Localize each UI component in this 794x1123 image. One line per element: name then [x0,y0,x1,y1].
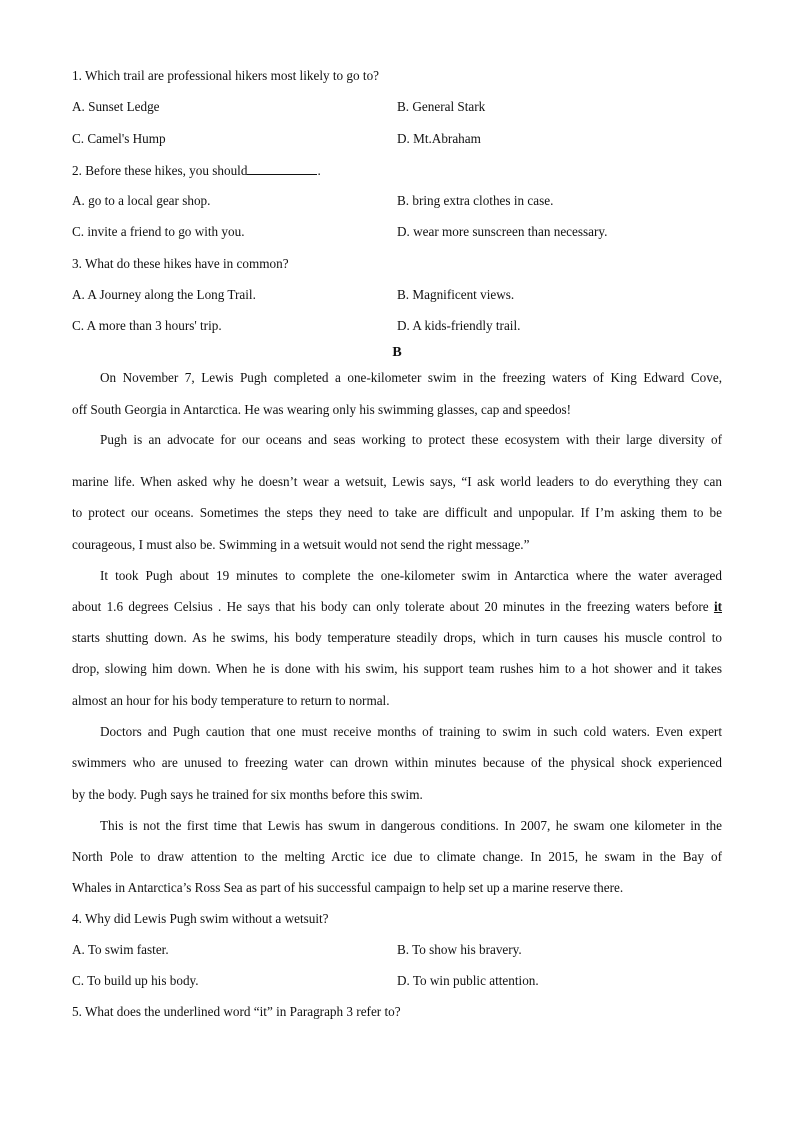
p3-line-2 [72,599,722,615]
q4-option-d: D. To win public attention. [397,973,539,988]
q4-option-b: B. To show his bravery. [397,942,522,957]
q2-option-c: C. invite a friend to go with you. [72,224,245,239]
p5-line-1: This is not the first time that Lewis has swum in dangerous conditions. In 2007, he swam one kilometer in the [100,818,722,833]
q2-stem-end: . [317,163,321,178]
p3-line-4: drop, slowing him down. When he is done with his swim, his support team rushes him to a hot shower and it takes [72,661,722,676]
p1-line-1: On November 7, Lewis Pugh completed a one-kilometer swim in the freezing waters of King Edward Cove, [100,370,722,385]
question-3-stem: 3. What do these hikes have in common? [72,256,289,271]
p5-line-2: North Pole to draw attention to the melting Arctic ice due to climate change. In 2015, he swam in the Bay of [72,849,722,864]
p3-line-1: It took Pugh about 19 minutes to complete the one-kilometer swim in Antarctica where the water averaged [100,568,722,583]
q3-option-a: A. A Journey along the Long Trail. [72,287,256,302]
answer-blank [247,162,317,175]
q1-option-c: C. Camel's Hump [72,131,166,146]
section-title: B [392,345,402,360]
q3-option-c: C. A more than 3 hours' trip. [72,318,222,333]
q1-option-d: D. Mt.Abraham [397,131,481,146]
p4-line-3: by the body. Pugh says he trained for six months before this swim. [72,787,423,802]
p2-line-2: marine life. When asked why he doesn’t wear a wetsuit, Lewis says, “I ask world leaders to do everything they can [72,474,722,489]
q4-option-a: A. To swim faster. [72,942,169,957]
q4-option-c: C. To build up his body. [72,973,199,988]
q2-option-b: B. bring extra clothes in case. [397,193,554,208]
q3-option-d: D. A kids-friendly trail. [397,318,521,333]
q2-option-d: D. wear more sunscreen than necessary. [397,224,608,239]
question-1-stem: 1. Which trail are professional hikers most likely to go to? [72,68,380,83]
question-4-stem: 4. Why did Lewis Pugh swim without a wetsuit? [72,911,329,926]
p4-line-1: Doctors and Pugh caution that one must receive months of training to swim in such cold waters. Even expert [100,724,722,739]
q2-stem-text: 2. Before these hikes, you should [72,163,248,178]
p3-line-2-text: about 1.6 degrees Celsius . He says that his body can only tolerate about 20 minutes in the freezing waters before [72,599,714,614]
question-2-stem [72,162,722,179]
underlined-word: it [713,599,722,614]
p2-line-4: courageous, I must also be. Swimming in a wetsuit would not send the right message.” [72,537,530,552]
p1-line-2: off South Georgia in Antarctica. He was wearing only his swimming glasses, cap and speedos! [72,402,572,417]
q1-option-b: B. General Stark [397,99,486,114]
q2-option-a: A. go to a local gear shop. [72,193,211,208]
q1-option-a: A. Sunset Ledge [72,99,160,114]
p2-line-3: to protect our oceans. Sometimes the steps they need to take are difficult and unpopular. If I’m asking them to be [72,505,722,520]
p3-line-3: starts shutting down. As he swims, his body temperature steadily drops, which in turn causes his muscle control to [72,630,722,645]
question-5-stem: 5. What does the underlined word “it” in Paragraph 3 refer to? [72,1004,401,1019]
p2-line-1: Pugh is an advocate for our oceans and seas working to protect these ecosystem with their large diversity of [100,432,722,447]
q3-option-b: B. Magnificent views. [397,287,515,302]
p4-line-2: swimmers who are unused to freezing water can drown within minutes because of the physical shock experienced [72,755,722,770]
p3-line-5: almost an hour for his body temperature to return to normal. [72,693,390,708]
p5-line-3: Whales in Antarctica’s Ross Sea as part of his successful campaign to help set up a marine reserve there. [72,880,624,895]
